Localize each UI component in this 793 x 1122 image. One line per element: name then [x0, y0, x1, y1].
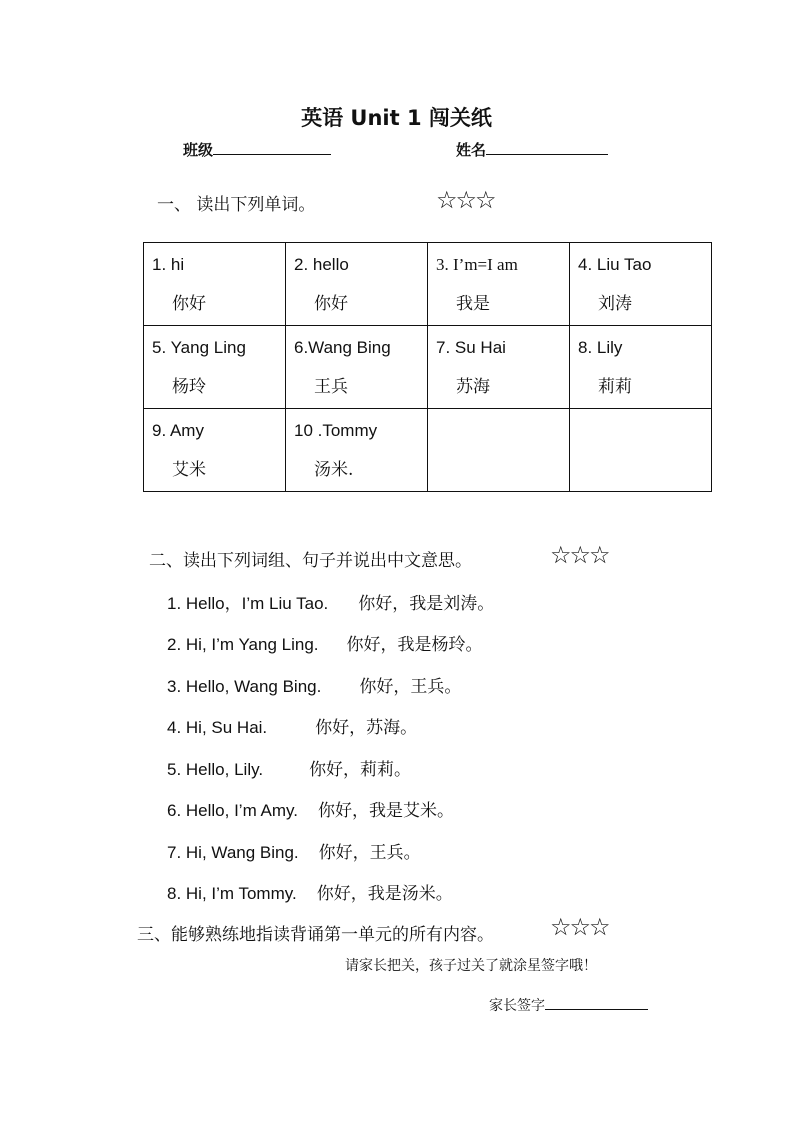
word-zh: 你好	[314, 294, 348, 314]
word-cell	[286, 326, 428, 409]
sentence-zh: 你好，王兵。	[318, 843, 421, 863]
word-cell	[428, 326, 570, 409]
signature-label: 家长签字	[489, 998, 545, 1014]
sentence-en: 7. Hi, Wang Bing.	[167, 843, 299, 862]
word-cell	[144, 326, 286, 409]
word-cell	[286, 243, 428, 326]
class-field	[183, 139, 331, 160]
signature-field	[489, 995, 648, 1015]
sentence-item	[167, 713, 417, 738]
word-cell	[144, 409, 286, 492]
class-label: 班级	[183, 141, 214, 159]
class-blank[interactable]	[213, 140, 331, 155]
sentence-item	[167, 589, 494, 614]
word-cell	[570, 243, 712, 326]
sentence-zh: 你好，王兵。	[359, 677, 462, 697]
word-zh: 莉莉	[598, 377, 632, 397]
sentence-en: 5. Hello, Lily.	[167, 760, 264, 779]
word-cell	[286, 409, 428, 492]
word-zh: 苏海	[456, 377, 490, 397]
word-en: 4. Liu Tao	[578, 255, 652, 274]
word-en: 10 .Tommy	[294, 421, 378, 440]
section-three-heading: 三、能够熟练地指读背诵第一单元的所有内容。	[137, 925, 494, 945]
sentence-item	[167, 838, 421, 863]
word-zh: 杨玲	[172, 377, 206, 397]
section-two-stars[interactable]: ☆☆☆	[550, 541, 609, 569]
word-zh: 我是	[456, 294, 490, 314]
sentence-item	[167, 672, 461, 697]
word-cell	[144, 243, 286, 326]
word-en: 5. Yang Ling	[152, 338, 246, 357]
sentence-item	[167, 630, 483, 655]
table-row	[144, 409, 712, 492]
empty-cell	[570, 409, 712, 492]
sentence-zh: 你好，我是刘涛。	[358, 594, 495, 614]
name-field	[456, 139, 608, 160]
name-blank[interactable]	[486, 140, 608, 155]
section-one-heading: 一、 读出下列单词。	[157, 195, 316, 215]
word-en: 9. Amy	[152, 421, 204, 440]
sentence-item	[167, 755, 411, 780]
sentence-zh: 你好，莉莉。	[309, 760, 412, 780]
parent-note: 请家长把关，孩子过关了就涂星签字哦！	[345, 958, 597, 974]
section-three-stars[interactable]: ☆☆☆	[550, 913, 609, 941]
sentence-zh: 你好，我是汤米。	[316, 884, 453, 904]
sentence-en: 1. Hello，I’m Liu Tao.	[167, 594, 329, 613]
sentence-en: 4. Hi, Su Hai.	[167, 718, 268, 737]
empty-cell	[428, 409, 570, 492]
word-zh: 你好	[172, 294, 206, 314]
word-zh: 王兵	[314, 377, 348, 397]
section-one-stars[interactable]: ☆☆☆	[436, 186, 495, 214]
word-en: 7. Su Hai	[436, 338, 506, 357]
table-row	[144, 243, 712, 326]
section-two-heading: 二、读出下列词组、句子并说出中文意思。	[149, 551, 472, 571]
word-table	[143, 242, 712, 492]
signature-blank[interactable]	[545, 995, 648, 1010]
sentence-item	[167, 796, 454, 821]
word-zh: 艾米	[172, 460, 206, 480]
table-row	[144, 326, 712, 409]
word-en: 3. I’m=I am	[436, 255, 518, 274]
sentence-en: 3. Hello, Wang Bing.	[167, 677, 322, 696]
sentence-en: 6. Hello, I’m Amy.	[167, 801, 298, 820]
word-zh: 汤米.	[314, 460, 354, 480]
name-label: 姓名	[456, 141, 487, 159]
sentence-en: 2. Hi, I’m Yang Ling.	[167, 635, 319, 654]
sentence-item	[167, 879, 453, 904]
word-en: 6.Wang Bing	[294, 338, 391, 357]
sentence-en: 8. Hi, I’m Tommy.	[167, 884, 297, 903]
sentence-zh: 你好，我是杨玲。	[346, 635, 483, 655]
word-cell	[428, 243, 570, 326]
word-cell	[570, 326, 712, 409]
word-en: 1. hi	[152, 255, 185, 274]
sentence-zh: 你好，苏海。	[315, 718, 418, 738]
sentence-zh: 你好，我是艾米。	[318, 801, 454, 821]
word-en: 2. hello	[294, 255, 349, 274]
word-en: 8. Lily	[578, 338, 623, 357]
word-zh: 刘涛	[598, 294, 632, 314]
page-title: 英语 Unit 1 闯关纸	[301, 106, 492, 130]
